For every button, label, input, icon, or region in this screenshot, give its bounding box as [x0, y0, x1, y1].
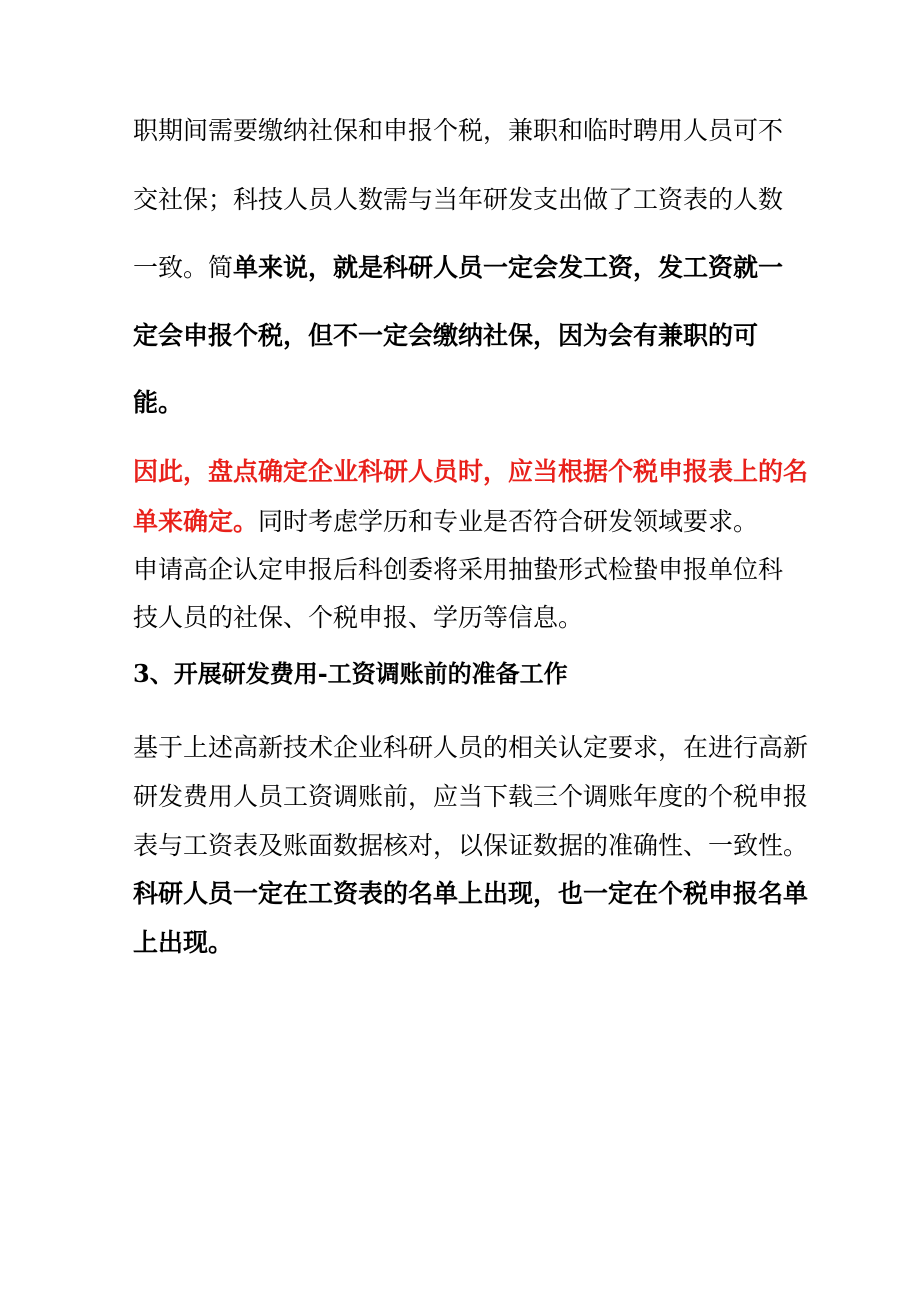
paragraph-1-line-5: 能。: [133, 388, 184, 417]
paragraph-1-line-1: 职期间需要缴纳社保和申报个税，兼职和临时聘用人员可不: [133, 116, 784, 145]
paragraph-3-line-2: 研发费用人员工资调账前，应当下载三个调账年度的个税申报: [133, 782, 809, 811]
paragraph-1-line-4: 定会申报个税，但不一定会缴纳社保，因为会有兼职的可: [133, 321, 759, 350]
paragraph-2-line-2-red: 单来确定。: [133, 507, 259, 536]
paragraph-3-line-3: 表与工资表及账面数据核对，以保证数据的准确性、一致性。: [133, 831, 809, 860]
paragraph-3-line-1: 基于上述高新技术企业科研人员的相关认定要求，在进行高新: [133, 733, 809, 762]
paragraph-2-line-4: 技人员的社保、个税申报、学历等信息。: [133, 603, 584, 632]
paragraph-2-line-2: [133, 505, 813, 539]
section-heading: 3、开展研发费用-工资调账前的准备工作: [133, 659, 568, 688]
paragraph-3-line-5: 上出现。: [133, 928, 234, 957]
paragraph-1-line-3-normal: 一致。简: [133, 253, 234, 282]
paragraph-1-line-3-bold: 单来说，就是科研人员一定会发工资，发工资就一: [233, 253, 784, 282]
paragraph-3-line-4: 科研人员一定在工资表的名单上出现，也一定在个税申报名单: [133, 879, 809, 908]
paragraph-2-line-1: 因此，盘点确定企业科研人员时，应当根据个税申报表上的名: [133, 457, 809, 486]
paragraph-1-line-3: [133, 251, 813, 285]
paragraph-2-line-2-normal: 同时考虑学历和专业是否符合研发领域要求。: [258, 507, 759, 536]
paragraph-1-line-2: 交社保；科技人员人数需与当年研发支出做了工资表的人数: [133, 185, 784, 214]
paragraph-2-line-3: 申请高企认定申报后科创委将采用抽蛰形式检蛰申报单位科: [133, 555, 784, 584]
